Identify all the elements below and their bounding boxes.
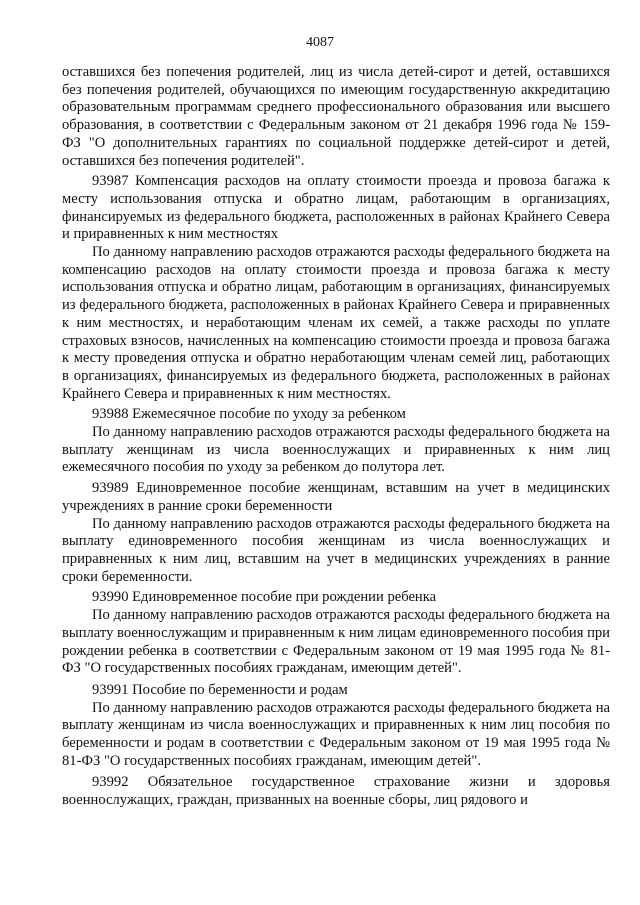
heading-93988: 93988 Ежемесячное пособие по уходу за ребенком [92,406,406,423]
paragraph-93987-description: По данному направлению расходов отражаются расходы федерального бюджета на компенсацию расходов на оплату стоимости проезда и провоза багажа к месту использования отпуска и обратно лицам, работающим в организациях, финансируемых из федерального бюджета, расположенных в районах Крайнего Севера и приравненных к ним местностях, и неработающим членам их семей, а также расходы по уплате страховых взносов, начисленных на компенсацию стоимости проезда и провоза багажа к месту проведения отпуска и обратно неработающим членам семей лиц, работающих в организациях, финансируемых из федерального бюджета, расположенных в районах Крайнего Севера и приравненных к ним местностях. [62,244,610,402]
heading-93991: 93991 Пособие по беременности и родам [92,681,348,698]
paragraph-93988-description: По данному направлению расходов отражаются расходы федерального бюджета на выплату женщинам из числа военнослужащих и приравненных к ним лиц ежемесячного пособия по уходу за ребенком до полутора лет. [62,424,610,476]
heading-93992: 93992 Обязательное государственное страхование жизни и здоровья военнослужащих, граждан, призванных на военные сборы, лиц рядового и [62,774,610,809]
document-body [62,64,610,810]
paragraph-93989-description: По данному направлению расходов отражаются расходы федерального бюджета на выплату единовременного пособия женщинам из числа военнослужащих и приравненных к ним лиц, вставшим на учет в медицинских учреждениях в ранние сроки беременности. [62,515,610,585]
heading-93989: 93989 Единовременное пособие женщинам, вставшим на учет в медицинских учреждениях в ранние сроки беременности [62,480,610,514]
paragraph-continuation: оставшихся без попечения родителей, лиц из числа детей-сирот и детей, оставшихся без попечения родителей, обучающихся по имеющим государственную аккредитацию образовательным программам среднего профессионального образования или высшего образования, в соответствии с Федеральным законом от 21 декабря 1996 года № 159-ФЗ "О дополнительных гарантиях по социальной поддержке детей-сирот и детей, оставшихся без попечения родителей". [62,64,610,169]
paragraph-93990-description: По данному направлению расходов отражаются расходы федерального бюджета на выплату военнослужащим и приравненным к ним лицам единовременного пособия при рождении ребенка в соответствии с Федеральным законом от 19 мая 1995 года № 81-ФЗ "О государственных пособиях гражданам, имеющим детей". [62,607,610,677]
page-number: 4087 [306,35,334,50]
paragraph-93991-description: По данному направлению расходов отражаются расходы федерального бюджета на выплату женщинам из числа военнослужащих и приравненных к ним лиц пособия по беременности и родам в соответствии с Федеральным законом от 19 мая 1995 года № 81-ФЗ "О государственных пособиях гражданам, имеющим детей". [62,699,610,769]
heading-93987: 93987 Компенсация расходов на оплату стоимости проезда и провоза багажа к месту использования отпуска и обратно лицам, работающим в организациях, финансируемых из федерального бюджета, расположенных в районах Крайнего Севера и приравненных к ним местностях [62,173,610,243]
heading-93990: 93990 Единовременное пособие при рождении ребенка [92,589,437,606]
